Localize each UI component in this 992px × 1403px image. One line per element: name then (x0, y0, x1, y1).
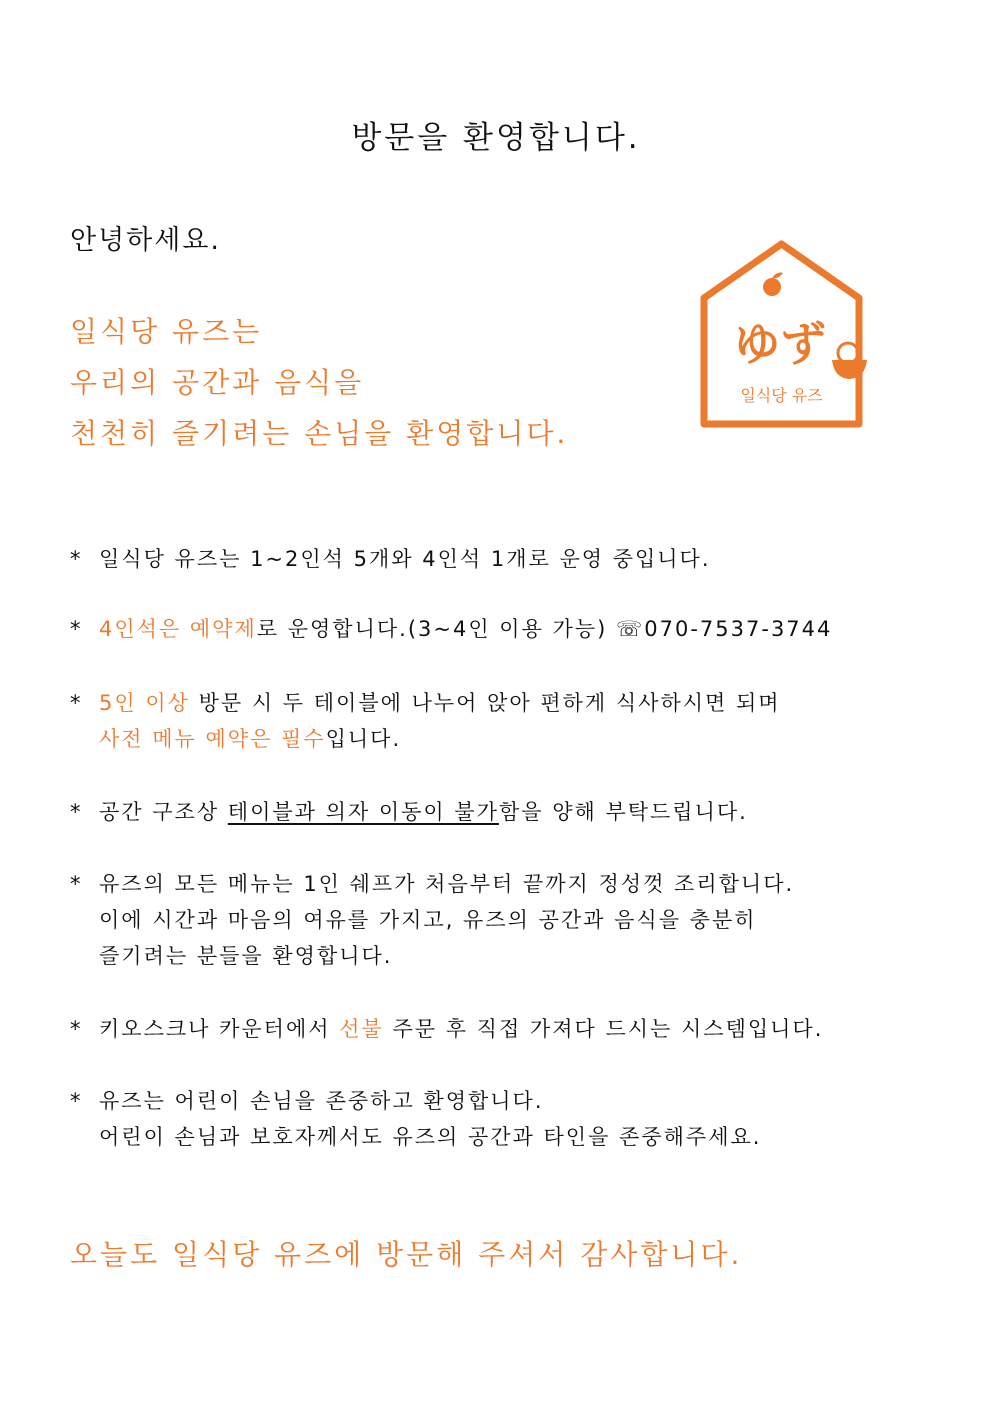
note-ordering (70, 1011, 823, 1047)
yuzu-fruit-icon (763, 273, 783, 296)
note-text: 즐기려는 분들을 환영합니다. (99, 944, 393, 968)
note-text: 유즈의 모든 메뉴는 1인 쉐프가 처음부터 끝까지 정성껏 조리합니다. (99, 872, 795, 896)
note-text: 입니다. (325, 727, 402, 751)
bullet: * (70, 617, 83, 641)
intro-line: 일식당 유즈는 (70, 315, 263, 348)
greeting: 안녕하세요. (70, 225, 221, 256)
note-text: 방문 시 두 테이블에 나누어 앉아 편하게 식사하시면 되며 (189, 691, 781, 715)
bullet: * (70, 547, 83, 571)
bullet: * (70, 691, 83, 715)
note-seating (70, 541, 711, 577)
bullet: * (70, 1017, 83, 1041)
note-group (70, 685, 781, 757)
highlight-text: 4인석은 예약제 (99, 617, 257, 641)
note-text: 로 운영합니다.(3~4인 이용 가능) (256, 617, 616, 641)
logo-mark: ゆず (734, 317, 826, 371)
page-title: 방문을 환영합니다. (351, 120, 641, 156)
note-space (70, 794, 748, 830)
intro-line: 우리의 공간과 음식을 (70, 366, 365, 399)
note-text: 일식당 유즈는 1~2인석 5개와 4인석 1개로 운영 중입니다. (99, 547, 711, 571)
bullet: * (70, 872, 83, 896)
logo-subtext: 일식당 유즈 (740, 386, 823, 405)
highlight-text: 사전 메뉴 예약은 필수 (99, 727, 326, 751)
closing-message: 오늘도 일식당 유즈에 방문해 주셔서 감사합니다. (70, 1238, 743, 1271)
note-text: 함을 양해 부탁드립니다. (498, 800, 748, 824)
phone-number: 070-7537-3744 (644, 617, 833, 641)
intro-line: 천천히 즐기려는 손님을 환영합니다. (70, 417, 569, 450)
phone-icon: ☏ (616, 617, 645, 641)
note-text: 공간 구조상 (99, 800, 228, 824)
note-text: 유즈는 어린이 손님을 존중하고 환영합니다. (99, 1089, 544, 1113)
highlight-text: 5인 이상 (99, 691, 190, 715)
note-children (70, 1083, 761, 1155)
intro-message (70, 306, 568, 459)
yuzu-logo (694, 238, 869, 434)
bullet: * (70, 1089, 83, 1113)
note-text: 어린이 손님과 보호자께서도 유즈의 공간과 타인을 존중해주세요. (99, 1125, 762, 1149)
highlight-text: 선불 (339, 1017, 384, 1041)
note-chef (70, 866, 794, 974)
underlined-text: 테이블과 의자 이동이 불가 (227, 800, 499, 824)
bullet: * (70, 800, 83, 824)
note-text: 주문 후 직접 가져다 드시는 시스템입니다. (383, 1017, 824, 1041)
note-text: 이에 시간과 마음의 여유를 가지고, 유즈의 공간과 음식을 충분히 (99, 908, 757, 932)
note-reservation (70, 611, 832, 647)
note-text: 키오스크나 카운터에서 (99, 1017, 340, 1041)
